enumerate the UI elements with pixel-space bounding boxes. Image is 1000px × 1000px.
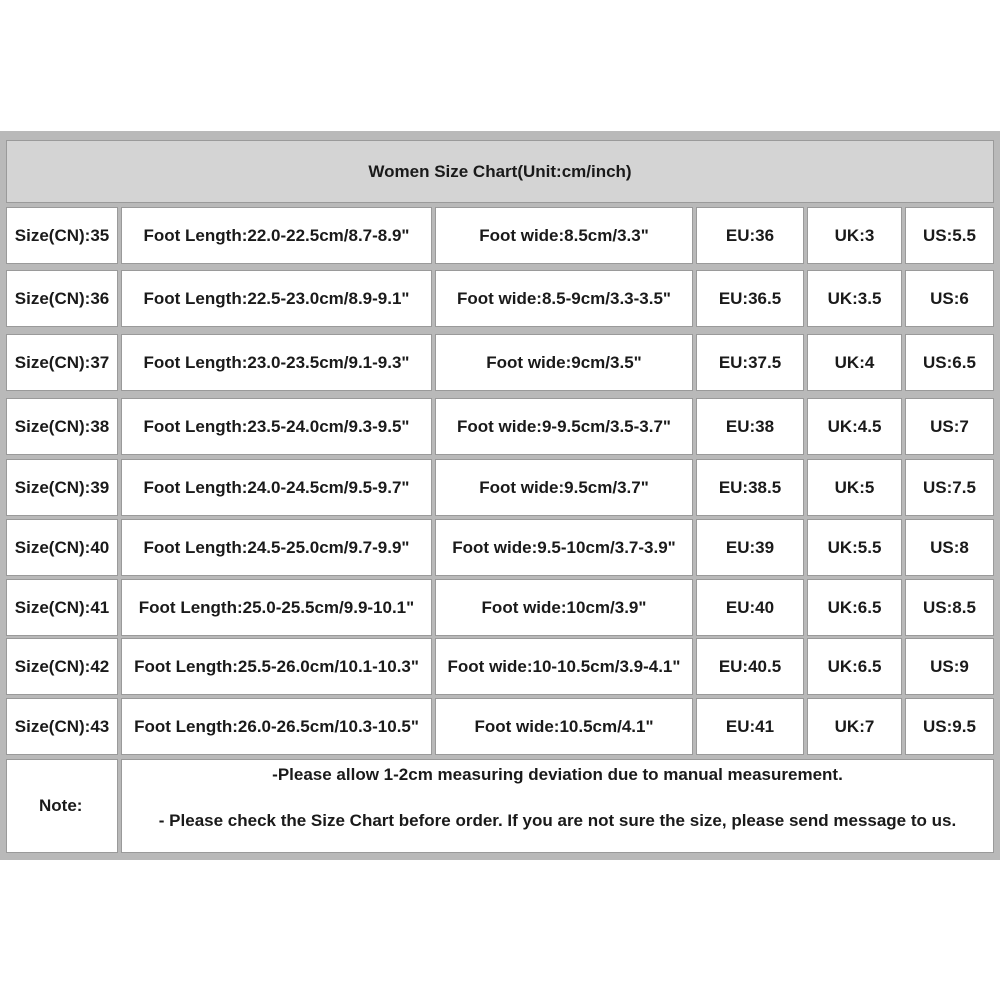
foot-length-cell: Foot Length:23.5-24.0cm/9.3-9.5" (121, 398, 432, 455)
note-line-2: - Please check the Size Chart before order. If you are not sure the size, please send message to us. (158, 811, 957, 830)
size-cell: Size(CN):39 (6, 459, 118, 516)
note-label: Note: (6, 759, 118, 853)
foot-wide-cell: Foot wide:10-10.5cm/3.9-4.1" (435, 638, 693, 695)
uk-cell: UK:3.5 (807, 270, 902, 327)
eu-cell: EU:41 (696, 698, 804, 755)
eu-cell: EU:40.5 (696, 638, 804, 695)
size-cell: Size(CN):40 (6, 519, 118, 576)
eu-cell: EU:40 (696, 579, 804, 636)
uk-cell: UK:5.5 (807, 519, 902, 576)
uk-cell: UK:6.5 (807, 579, 902, 636)
size-cell: Size(CN):43 (6, 698, 118, 755)
foot-length-cell: Foot Length:25.0-25.5cm/9.9-10.1" (121, 579, 432, 636)
eu-cell: EU:36 (696, 207, 804, 264)
foot-length-cell: Foot Length:25.5-26.0cm/10.1-10.3" (121, 638, 432, 695)
eu-cell: EU:38.5 (696, 459, 804, 516)
foot-length-cell: Foot Length:22.0-22.5cm/8.7-8.9" (121, 207, 432, 264)
eu-cell: EU:39 (696, 519, 804, 576)
size-cell: Size(CN):37 (6, 334, 118, 391)
us-cell: US:8 (905, 519, 994, 576)
foot-wide-cell: Foot wide:8.5cm/3.3" (435, 207, 693, 264)
eu-cell: EU:37.5 (696, 334, 804, 391)
uk-cell: UK:7 (807, 698, 902, 755)
foot-wide-cell: Foot wide:10.5cm/4.1" (435, 698, 693, 755)
uk-cell: UK:4 (807, 334, 902, 391)
foot-length-cell: Foot Length:23.0-23.5cm/9.1-9.3" (121, 334, 432, 391)
size-cell: Size(CN):38 (6, 398, 118, 455)
size-cell: Size(CN):36 (6, 270, 118, 327)
us-cell: US:7.5 (905, 459, 994, 516)
size-cell: Size(CN):41 (6, 579, 118, 636)
foot-wide-cell: Foot wide:9cm/3.5" (435, 334, 693, 391)
uk-cell: UK:3 (807, 207, 902, 264)
us-cell: US:5.5 (905, 207, 994, 264)
uk-cell: UK:4.5 (807, 398, 902, 455)
us-cell: US:9.5 (905, 698, 994, 755)
foot-wide-cell: Foot wide:10cm/3.9" (435, 579, 693, 636)
note-line-1: -Please allow 1-2cm measuring deviation due to manual measurement. (272, 765, 843, 784)
foot-length-cell: Foot Length:24.5-25.0cm/9.7-9.9" (121, 519, 432, 576)
foot-length-cell: Foot Length:24.0-24.5cm/9.5-9.7" (121, 459, 432, 516)
us-cell: US:8.5 (905, 579, 994, 636)
uk-cell: UK:6.5 (807, 638, 902, 695)
eu-cell: EU:38 (696, 398, 804, 455)
foot-length-cell: Foot Length:22.5-23.0cm/8.9-9.1" (121, 270, 432, 327)
us-cell: US:9 (905, 638, 994, 695)
size-chart-table (0, 131, 1000, 860)
size-cell: Size(CN):42 (6, 638, 118, 695)
size-cell: Size(CN):35 (6, 207, 118, 264)
note-text (121, 759, 994, 853)
us-cell: US:7 (905, 398, 994, 455)
us-cell: US:6 (905, 270, 994, 327)
foot-length-cell: Foot Length:26.0-26.5cm/10.3-10.5" (121, 698, 432, 755)
foot-wide-cell: Foot wide:9.5cm/3.7" (435, 459, 693, 516)
us-cell: US:6.5 (905, 334, 994, 391)
foot-wide-cell: Foot wide:8.5-9cm/3.3-3.5" (435, 270, 693, 327)
uk-cell: UK:5 (807, 459, 902, 516)
table-title: Women Size Chart(Unit:cm/inch) (6, 140, 994, 203)
foot-wide-cell: Foot wide:9.5-10cm/3.7-3.9" (435, 519, 693, 576)
foot-wide-cell: Foot wide:9-9.5cm/3.5-3.7" (435, 398, 693, 455)
eu-cell: EU:36.5 (696, 270, 804, 327)
